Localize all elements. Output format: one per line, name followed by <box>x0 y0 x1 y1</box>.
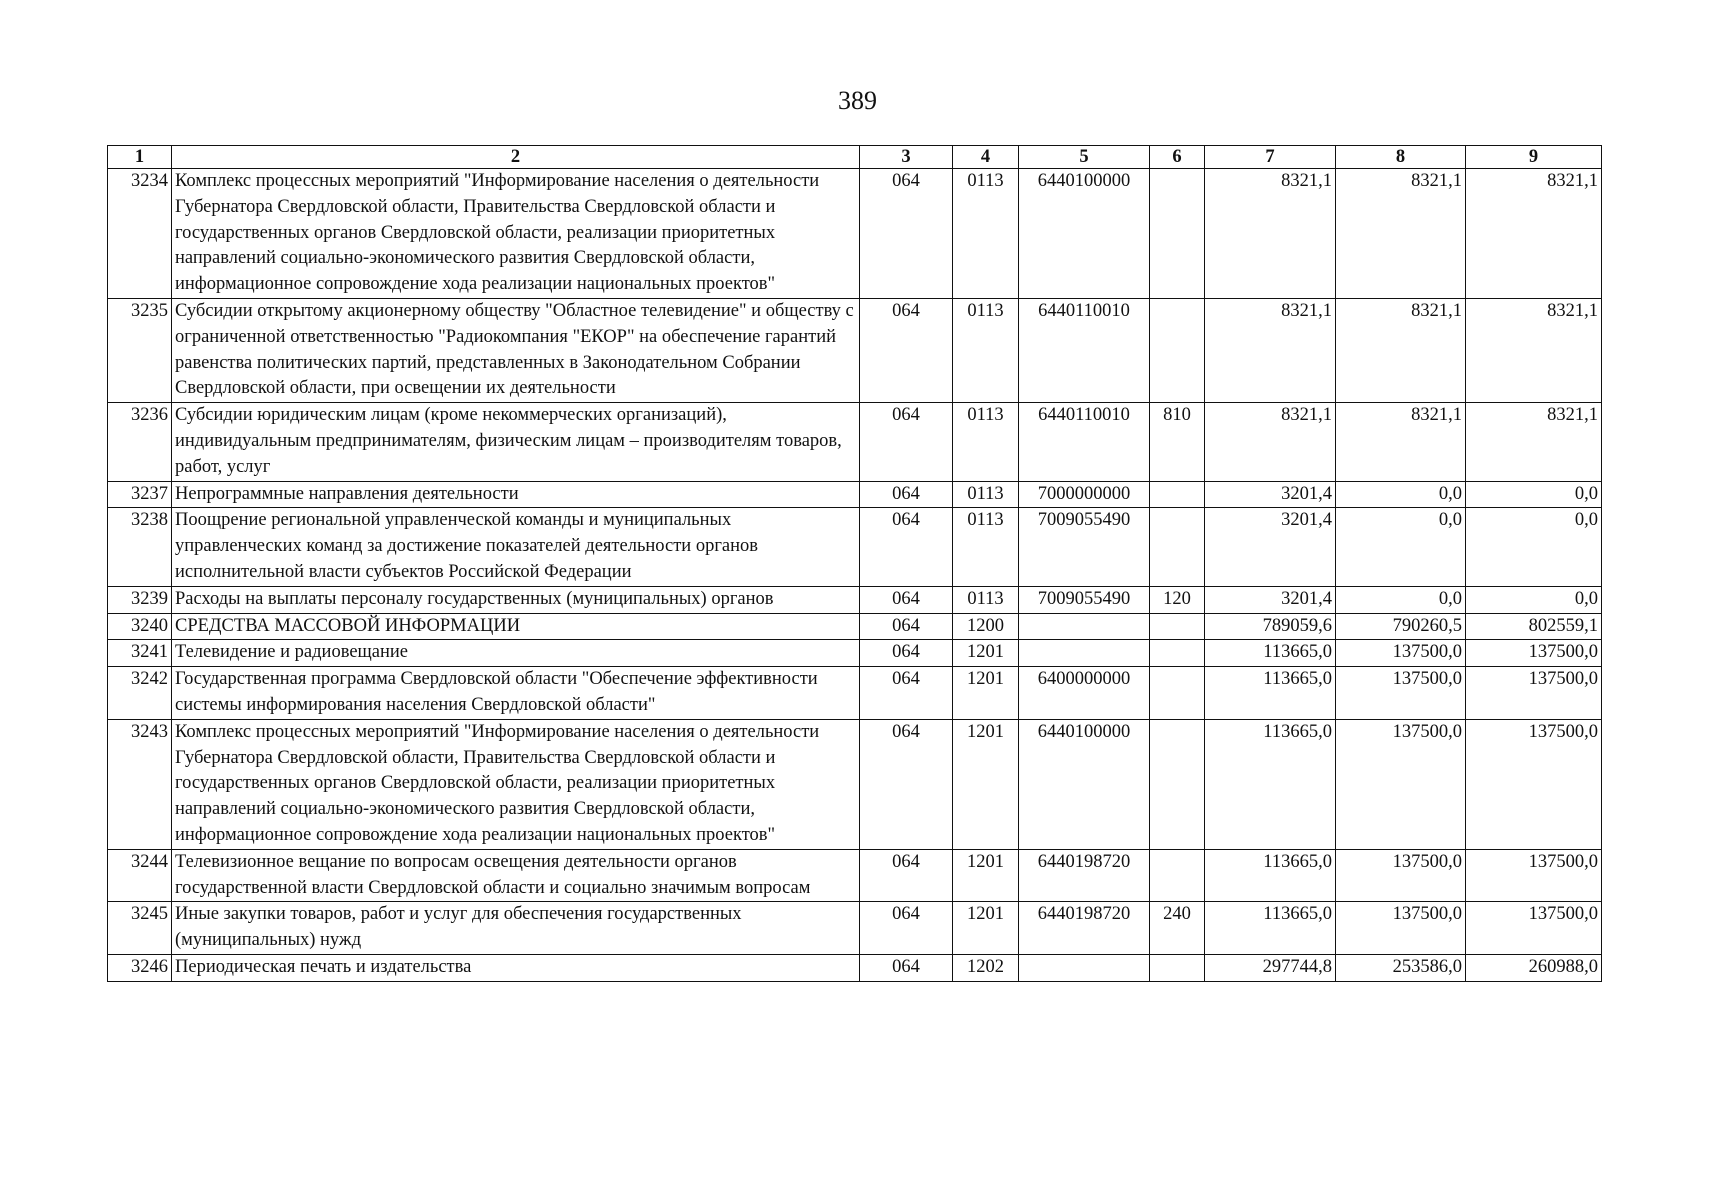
column-3-cell: 064 <box>860 508 953 586</box>
column-7-cell: 3201,4 <box>1205 508 1336 586</box>
column-3-cell: 064 <box>860 403 953 481</box>
column-5-cell: 7009055490 <box>1019 508 1150 586</box>
column-5-cell: 6440110010 <box>1019 403 1150 481</box>
column-9-cell: 137500,0 <box>1466 667 1602 720</box>
column-4-cell: 0113 <box>953 403 1019 481</box>
column-4-cell: 1201 <box>953 667 1019 720</box>
column-8-cell: 137500,0 <box>1336 640 1466 667</box>
column-8-cell: 253586,0 <box>1336 954 1466 981</box>
column-4-cell: 1201 <box>953 640 1019 667</box>
column-5-cell <box>1019 954 1150 981</box>
column-6-cell: 810 <box>1150 403 1205 481</box>
column-8-cell: 137500,0 <box>1336 902 1466 955</box>
column-3-cell: 064 <box>860 481 953 508</box>
column-5-cell: 6440198720 <box>1019 902 1150 955</box>
row-number-cell: 3246 <box>108 954 172 981</box>
table-row <box>108 849 1602 902</box>
row-name-cell: Периодическая печать и издательства <box>172 954 860 981</box>
column-5-cell: 7000000000 <box>1019 481 1150 508</box>
column-8-cell: 0,0 <box>1336 586 1466 613</box>
column-9-cell: 260988,0 <box>1466 954 1602 981</box>
table-row <box>108 508 1602 586</box>
column-7-cell: 789059,6 <box>1205 613 1336 640</box>
column-header: 8 <box>1336 146 1466 169</box>
column-4-cell: 1201 <box>953 849 1019 902</box>
row-name-cell: Телевидение и радиовещание <box>172 640 860 667</box>
table-row <box>108 719 1602 849</box>
row-number-cell: 3242 <box>108 667 172 720</box>
column-9-cell: 8321,1 <box>1466 403 1602 481</box>
column-6-cell <box>1150 298 1205 402</box>
column-4-cell: 0113 <box>953 298 1019 402</box>
column-header: 3 <box>860 146 953 169</box>
column-9-cell: 8321,1 <box>1466 169 1602 299</box>
column-6-cell <box>1150 849 1205 902</box>
column-5-cell: 7009055490 <box>1019 586 1150 613</box>
column-6-cell <box>1150 667 1205 720</box>
column-9-cell: 0,0 <box>1466 508 1602 586</box>
column-3-cell: 064 <box>860 586 953 613</box>
column-5-cell: 6440198720 <box>1019 849 1150 902</box>
column-4-cell: 0113 <box>953 169 1019 299</box>
row-number-cell: 3238 <box>108 508 172 586</box>
column-6-cell <box>1150 169 1205 299</box>
table-row <box>108 954 1602 981</box>
column-9-cell: 137500,0 <box>1466 902 1602 955</box>
column-4-cell: 0113 <box>953 586 1019 613</box>
column-8-cell: 137500,0 <box>1336 849 1466 902</box>
row-name-cell: Комплекс процессных мероприятий "Информирование населения о деятельности Губернатора Свердловской области, Правительства Свердловской области и государственных органов Свердловской области, реализации приоритетных направлений социально-экономического развития Свердловской области, информационное сопровождение хода реализации национальных проектов" <box>172 719 860 849</box>
row-name-cell: Иные закупки товаров, работ и услуг для обеспечения государственных (муниципальных) нужд <box>172 902 860 955</box>
column-6-cell <box>1150 508 1205 586</box>
row-number-cell: 3243 <box>108 719 172 849</box>
row-name-cell: Расходы на выплаты персоналу государственных (муниципальных) органов <box>172 586 860 613</box>
column-header: 6 <box>1150 146 1205 169</box>
column-6-cell: 240 <box>1150 902 1205 955</box>
column-6-cell <box>1150 640 1205 667</box>
column-9-cell: 8321,1 <box>1466 298 1602 402</box>
column-header: 9 <box>1466 146 1602 169</box>
column-3-cell: 064 <box>860 849 953 902</box>
row-number-cell: 3245 <box>108 902 172 955</box>
column-4-cell: 0113 <box>953 481 1019 508</box>
column-6-cell <box>1150 613 1205 640</box>
column-5-cell: 6440110010 <box>1019 298 1150 402</box>
column-6-cell <box>1150 481 1205 508</box>
column-5-cell: 6440100000 <box>1019 169 1150 299</box>
column-7-cell: 3201,4 <box>1205 586 1336 613</box>
column-6-cell <box>1150 954 1205 981</box>
column-5-cell <box>1019 613 1150 640</box>
column-header: 2 <box>172 146 860 169</box>
column-6-cell <box>1150 719 1205 849</box>
column-4-cell: 1200 <box>953 613 1019 640</box>
column-9-cell: 137500,0 <box>1466 849 1602 902</box>
row-name-cell: Субсидии открытому акционерному обществу "Областное телевидение" и обществу с ограниченной ответственностью "Радиокомпания "ЕКОР" на обеспечение гарантий равенства политических партий, представленных в Законодательном Собрании Свердловской области, при освещении их деятельности <box>172 298 860 402</box>
row-name-cell: Субсидии юридическим лицам (кроме некоммерческих организаций), индивидуальным предпринимателям, физическим лицам – производителям товаров, работ, услуг <box>172 403 860 481</box>
column-4-cell: 1201 <box>953 719 1019 849</box>
row-number-cell: 3234 <box>108 169 172 299</box>
column-9-cell: 137500,0 <box>1466 719 1602 849</box>
column-header: 5 <box>1019 146 1150 169</box>
table-row <box>108 613 1602 640</box>
row-number-cell: 3241 <box>108 640 172 667</box>
table-row <box>108 667 1602 720</box>
row-name-cell: Поощрение региональной управленческой команды и муниципальных управленческих команд за достижение показателей деятельности органов исполнительной власти субъектов Российской Федерации <box>172 508 860 586</box>
row-name-cell: СРЕДСТВА МАССОВОЙ ИНФОРМАЦИИ <box>172 613 860 640</box>
table-row <box>108 169 1602 299</box>
column-5-cell: 6400000000 <box>1019 667 1150 720</box>
column-3-cell: 064 <box>860 719 953 849</box>
column-8-cell: 0,0 <box>1336 481 1466 508</box>
column-4-cell: 1202 <box>953 954 1019 981</box>
table-row <box>108 586 1602 613</box>
table-header-row <box>108 146 1602 169</box>
budget-table <box>107 145 1602 982</box>
column-9-cell: 802559,1 <box>1466 613 1602 640</box>
column-8-cell: 790260,5 <box>1336 613 1466 640</box>
column-9-cell: 137500,0 <box>1466 640 1602 667</box>
column-7-cell: 8321,1 <box>1205 403 1336 481</box>
column-4-cell: 0113 <box>953 508 1019 586</box>
row-name-cell: Телевизионное вещание по вопросам освещения деятельности органов государственной власти Свердловской области и социально значимым вопросам <box>172 849 860 902</box>
column-3-cell: 064 <box>860 902 953 955</box>
column-3-cell: 064 <box>860 667 953 720</box>
row-name-cell: Непрограммные направления деятельности <box>172 481 860 508</box>
column-4-cell: 1201 <box>953 902 1019 955</box>
column-8-cell: 8321,1 <box>1336 169 1466 299</box>
page-number: 389 <box>838 86 877 115</box>
column-header: 4 <box>953 146 1019 169</box>
row-number-cell: 3244 <box>108 849 172 902</box>
column-5-cell <box>1019 640 1150 667</box>
column-5-cell: 6440100000 <box>1019 719 1150 849</box>
column-6-cell: 120 <box>1150 586 1205 613</box>
column-9-cell: 0,0 <box>1466 586 1602 613</box>
table-row <box>108 481 1602 508</box>
column-9-cell: 0,0 <box>1466 481 1602 508</box>
column-3-cell: 064 <box>860 640 953 667</box>
column-8-cell: 137500,0 <box>1336 719 1466 849</box>
row-number-cell: 3239 <box>108 586 172 613</box>
row-number-cell: 3235 <box>108 298 172 402</box>
column-8-cell: 0,0 <box>1336 508 1466 586</box>
column-3-cell: 064 <box>860 169 953 299</box>
row-number-cell: 3236 <box>108 403 172 481</box>
table-row <box>108 403 1602 481</box>
table-row <box>108 640 1602 667</box>
row-name-cell: Комплекс процессных мероприятий "Информирование населения о деятельности Губернатора Свердловской области, Правительства Свердловской области и государственных органов Свердловской области, реализации приоритетных направлений социально-экономического развития Свердловской области, информационное сопровождение хода реализации национальных проектов" <box>172 169 860 299</box>
row-number-cell: 3237 <box>108 481 172 508</box>
table-body <box>108 169 1602 982</box>
column-8-cell: 8321,1 <box>1336 403 1466 481</box>
column-header: 1 <box>108 146 172 169</box>
column-7-cell: 8321,1 <box>1205 169 1336 299</box>
column-7-cell: 3201,4 <box>1205 481 1336 508</box>
column-7-cell: 113665,0 <box>1205 640 1336 667</box>
column-7-cell: 113665,0 <box>1205 667 1336 720</box>
column-7-cell: 113665,0 <box>1205 719 1336 849</box>
row-name-cell: Государственная программа Свердловской области "Обеспечение эффективности системы информирования населения Свердловской области" <box>172 667 860 720</box>
column-7-cell: 113665,0 <box>1205 849 1336 902</box>
column-3-cell: 064 <box>860 298 953 402</box>
column-8-cell: 137500,0 <box>1336 667 1466 720</box>
column-3-cell: 064 <box>860 954 953 981</box>
table-row <box>108 902 1602 955</box>
column-7-cell: 297744,8 <box>1205 954 1336 981</box>
column-8-cell: 8321,1 <box>1336 298 1466 402</box>
column-3-cell: 064 <box>860 613 953 640</box>
row-number-cell: 3240 <box>108 613 172 640</box>
column-7-cell: 8321,1 <box>1205 298 1336 402</box>
column-7-cell: 113665,0 <box>1205 902 1336 955</box>
table-row <box>108 298 1602 402</box>
column-header: 7 <box>1205 146 1336 169</box>
